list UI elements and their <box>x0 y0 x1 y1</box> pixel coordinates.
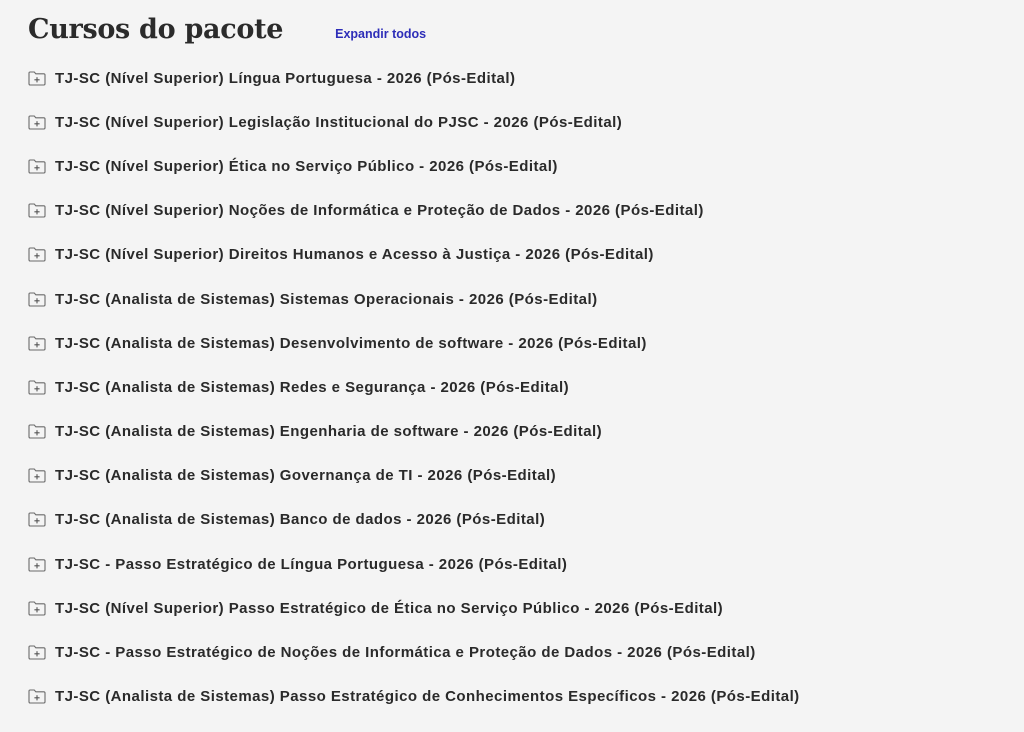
course-title: TJ-SC (Nível Superior) Ética no Serviço Público - 2026 (Pós-Edital) <box>55 157 558 175</box>
folder-plus-icon[interactable] <box>28 512 46 527</box>
folder-plus-icon[interactable] <box>28 601 46 616</box>
folder-plus-icon[interactable] <box>28 380 46 395</box>
course-item[interactable] <box>28 233 1024 277</box>
folder-plus-icon[interactable] <box>28 645 46 660</box>
course-item[interactable] <box>28 277 1024 321</box>
folder-plus-icon[interactable] <box>28 203 46 218</box>
folder-plus-icon[interactable] <box>28 468 46 483</box>
course-item[interactable] <box>28 675 1024 719</box>
course-item[interactable] <box>28 498 1024 542</box>
course-title: TJ-SC (Nível Superior) Legislação Institucional do PJSC - 2026 (Pós-Edital) <box>55 113 623 131</box>
course-item[interactable] <box>28 542 1024 586</box>
course-title: TJ-SC (Nível Superior) Direitos Humanos e Acesso à Justiça - 2026 (Pós-Edital) <box>55 246 654 264</box>
course-title: TJ-SC - Passo Estratégico de Língua Portuguesa - 2026 (Pós-Edital) <box>55 555 568 573</box>
course-title: TJ-SC (Analista de Sistemas) Passo Estratégico de Conhecimentos Específicos - 2026 (Pós-Edital) <box>55 688 800 706</box>
course-title: TJ-SC (Analista de Sistemas) Desenvolvimento de software - 2026 (Pós-Edital) <box>55 334 647 352</box>
course-item[interactable] <box>28 100 1024 144</box>
course-title: TJ-SC - Passo Estratégico de Noções de Informática e Proteção de Dados - 2026 (Pós-Edital) <box>55 644 756 662</box>
folder-plus-icon[interactable] <box>28 689 46 704</box>
folder-plus-icon[interactable] <box>28 336 46 351</box>
course-title: TJ-SC (Nível Superior) Noções de Informática e Proteção de Dados - 2026 (Pós-Edital) <box>55 202 704 220</box>
folder-plus-icon[interactable] <box>28 292 46 307</box>
section-header <box>28 0 1024 62</box>
course-item[interactable] <box>28 189 1024 233</box>
course-item[interactable] <box>28 454 1024 498</box>
course-title: TJ-SC (Analista de Sistemas) Redes e Segurança - 2026 (Pós-Edital) <box>55 378 570 396</box>
course-title: TJ-SC (Analista de Sistemas) Sistemas Operacionais - 2026 (Pós-Edital) <box>55 290 598 308</box>
expand-all-link[interactable]: Expandir todos <box>335 27 427 41</box>
course-item[interactable] <box>28 630 1024 674</box>
page-title: Cursos do pacote <box>28 14 284 45</box>
course-item[interactable] <box>28 410 1024 454</box>
folder-plus-icon[interactable] <box>28 247 46 262</box>
course-item[interactable] <box>28 56 1024 100</box>
course-list <box>28 56 1024 719</box>
folder-plus-icon[interactable] <box>28 424 46 439</box>
course-item[interactable] <box>28 365 1024 409</box>
course-title: TJ-SC (Analista de Sistemas) Engenharia de software - 2026 (Pós-Edital) <box>55 423 603 441</box>
course-title: TJ-SC (Analista de Sistemas) Banco de dados - 2026 (Pós-Edital) <box>55 511 546 529</box>
folder-plus-icon[interactable] <box>28 115 46 130</box>
course-item[interactable] <box>28 144 1024 188</box>
folder-plus-icon[interactable] <box>28 557 46 572</box>
folder-plus-icon[interactable] <box>28 159 46 174</box>
course-item[interactable] <box>28 321 1024 365</box>
course-title: TJ-SC (Nível Superior) Passo Estratégico de Ética no Serviço Público - 2026 (Pós-Edital) <box>55 599 724 617</box>
course-item[interactable] <box>28 586 1024 630</box>
course-title: TJ-SC (Analista de Sistemas) Governança de TI - 2026 (Pós-Edital) <box>55 467 557 485</box>
course-title: TJ-SC (Nível Superior) Língua Portuguesa - 2026 (Pós-Edital) <box>55 69 516 87</box>
folder-plus-icon[interactable] <box>28 71 46 86</box>
